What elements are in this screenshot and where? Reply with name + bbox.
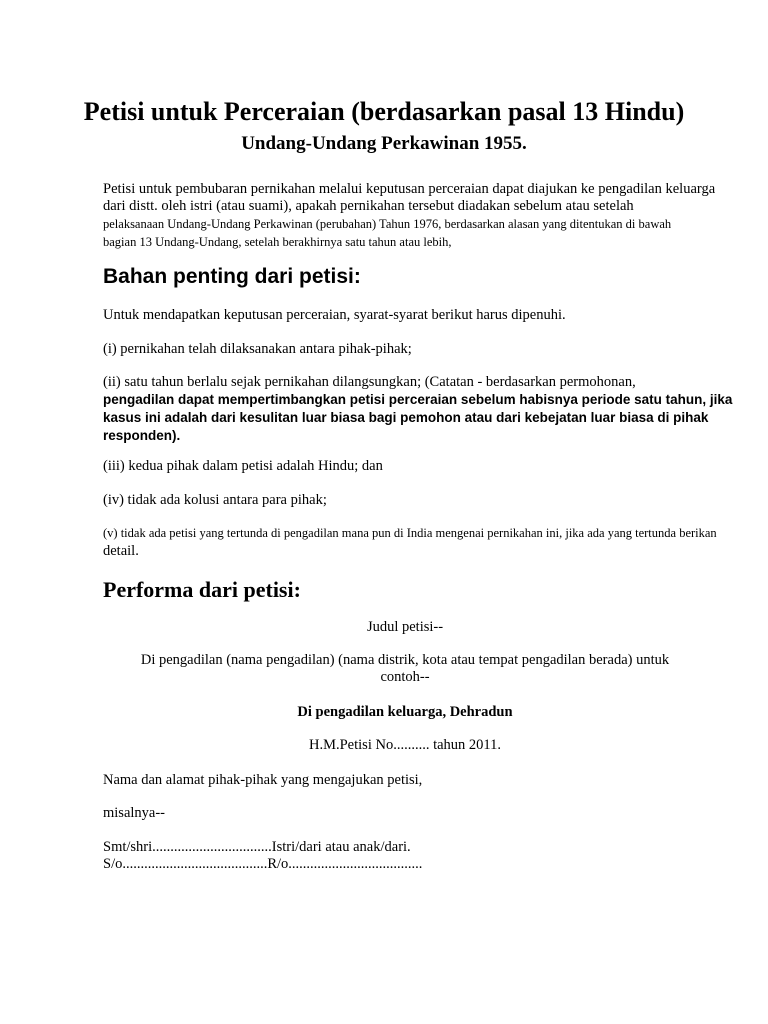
so-line: S/o........................................R/o.....................................: [103, 856, 423, 872]
petition-title-label: Judul petisi--: [366, 619, 444, 635]
condition-item-2-bold-2: kasus ini adalah dari kesulitan luar biasa bagi pemohon atau dari kebejatan luar biasa di pihak: [103, 410, 709, 425]
condition-item-3: (iii) kedua pihak dalam petisi adalah Hindu; dan: [103, 458, 383, 474]
court-example: Di pengadilan keluarga, Dehradun: [297, 704, 513, 720]
condition-item-5-line-1: (v) tidak ada petisi yang tertunda di pengadilan mana pun di India mengenai pernikahan ini, jika ada yang tertunda berikan: [103, 526, 717, 540]
parties-label: Nama dan alamat pihak-pihak yang mengajukan petisi,: [103, 772, 423, 788]
court-description-line-2: contoh--: [380, 669, 430, 685]
intro-paragraph: [103, 181, 743, 251]
condition-item-5: [103, 524, 743, 560]
intro-line-4: bagian 13 Undang-Undang, setelah berakhirnya satu tahun atau lebih,: [103, 235, 452, 249]
condition-item-5-line-2: detail.: [103, 543, 139, 559]
condition-item-1: (i) pernikahan telah dilaksanakan antara pihak-pihak;: [103, 341, 412, 357]
intro-line-2: dari distt. oleh istri (atau suami), apakah pernikahan tersebut diadakan sebelum atau setelah: [103, 198, 634, 214]
section-heading-bahan: Bahan penting dari petisi:: [103, 265, 361, 288]
intro-line-1: Petisi untuk pembubaran pernikahan melalui keputusan perceraian dapat diajukan ke pengadilan keluarga: [103, 181, 716, 197]
section1-lead: Untuk mendapatkan keputusan perceraian, syarat-syarat berikut harus dipenuhi.: [103, 307, 566, 323]
intro-line-3: pelaksanaan Undang-Undang Perkawinan (perubahan) Tahun 1976, berdasarkan alasan yang ditentukan di bawah: [103, 217, 672, 231]
court-description: [100, 652, 710, 686]
section-heading-performa: Performa dari petisi:: [103, 577, 301, 602]
petition-number: H.M.Petisi No.......... tahun 2011.: [309, 737, 501, 753]
example-label: misalnya--: [103, 805, 166, 821]
condition-item-2-bold-1: pengadilan dapat mempertimbangkan petisi perceraian sebelum habisnya periode satu tahun, jika: [103, 392, 733, 407]
condition-item-2: [103, 373, 743, 445]
document-title: Petisi untuk Perceraian (berdasarkan pasal 13 Hindu): [83, 97, 685, 126]
smt-line: Smt/shri.................................Istri/dari atau anak/dari.: [103, 839, 411, 855]
condition-item-4: (iv) tidak ada kolusi antara para pihak;: [103, 492, 327, 508]
court-description-line-1: Di pengadilan (nama pengadilan) (nama distrik, kota atau tempat pengadilan berada) untuk: [140, 652, 670, 668]
document-subtitle: Undang-Undang Perkawinan 1955.: [241, 133, 527, 154]
condition-item-2-bold-3: responden).: [103, 428, 181, 443]
condition-item-2-line-1: (ii) satu tahun berlalu sejak pernikahan dilangsungkan; (Catatan - berdasarkan permohonan,: [103, 374, 636, 390]
